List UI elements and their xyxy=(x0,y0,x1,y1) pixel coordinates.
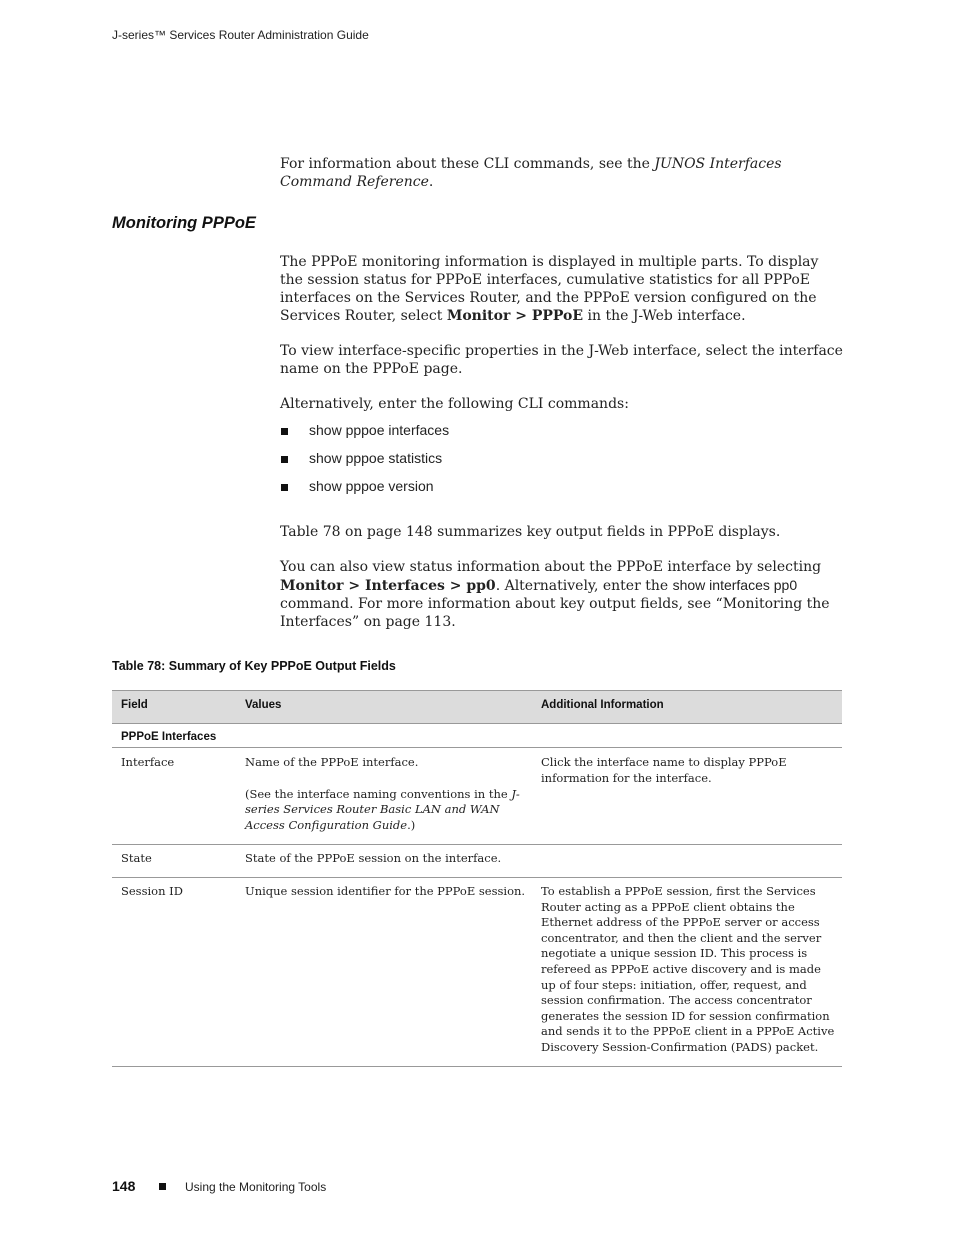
table-row xyxy=(112,748,842,845)
section-paragraph-5: You can also view status information about the PPPoE interface by selecting Monitor > Interfaces > pp0. Alternatively, enter the show interfaces pp0 command. For more information about key output fields, see “Monitoring the Interfaces” on page 113. xyxy=(280,559,830,630)
section-paragraph-2: To view interface-specific properties in the J-Web interface, select the interface name on the PPPoE page. xyxy=(280,343,843,377)
footer-square-icon xyxy=(159,1183,166,1190)
table-caption: Table 78: Summary of Key PPPoE Output Fields xyxy=(112,659,396,673)
field-cell: Interface xyxy=(121,755,175,769)
column-header-values: Values xyxy=(245,699,282,711)
running-header: J-series™ Services Router Administration Guide xyxy=(112,28,369,42)
column-header-field: Field xyxy=(121,699,148,711)
reference-link: JUNOS Interfaces Command Reference xyxy=(280,156,782,190)
page-number: 148 xyxy=(112,1178,136,1194)
values-cell: Name of the PPPoE interface. (See the interface naming conventions in the J-series Services Router Basic LAN and WAN Access Configuration Guide.) xyxy=(245,755,520,832)
section-title: Monitoring PPPoE xyxy=(112,214,256,232)
info-cell: Click the interface name to display PPPoE information for the interface. xyxy=(541,755,787,785)
section-paragraph-1: The PPPoE monitoring information is displayed in multiple parts. To display the session status for PPPoE interfaces, cumulative statistics for all PPPoE interfaces on the Services Router, and the PPPoE version configured on the Services Router, select Monitor > PPPoE in the J-Web interface. xyxy=(280,254,819,324)
field-cell: State xyxy=(121,851,152,865)
column-header-additional-info: Additional Information xyxy=(541,699,664,711)
menu-path: Monitor > PPPoE xyxy=(446,308,584,324)
table-group-header: PPPoE Interfaces xyxy=(112,724,842,748)
output-fields-table xyxy=(112,690,842,1067)
values-cell: Unique session identifier for the PPPoE session. xyxy=(245,884,526,898)
menu-path: Monitor > Interfaces > pp0 xyxy=(280,578,496,594)
bullet-square-icon xyxy=(281,456,288,463)
table-header-row xyxy=(112,690,842,724)
table-row xyxy=(112,845,842,878)
info-cell: To establish a PPPoE session, first the Services Router acting as a PPPoE client obtains the Ethernet address of the PPPoE server or access concentrator, and then the client and the server negotiate a unique session ID. This process is refereed as PPPoE active discovery and is made up of four steps: initiation, offer, request, and session confirmation. The access concentrator generates the session ID for session confirmation and sends it to the PPPoE client in a PPPoE Active Discovery Session-Confirmation (PADS) packet. xyxy=(541,884,835,1054)
section-paragraph-4: Table 78 on page 148 summarizes key output fields in PPPoE displays. xyxy=(280,524,781,540)
intro-paragraph: For information about these CLI commands, see the JUNOS Interfaces Command Reference. xyxy=(280,156,782,190)
values-cell: State of the PPPoE session on the interface. xyxy=(245,851,502,865)
bullet-square-icon xyxy=(281,484,288,491)
bullet-square-icon xyxy=(281,428,288,435)
chapter-title: Using the Monitoring Tools xyxy=(185,1180,327,1194)
table-row xyxy=(112,878,842,1067)
cli-command: show interfaces pp0 xyxy=(672,577,798,593)
field-cell: Session ID xyxy=(121,884,183,898)
section-paragraph-3: Alternatively, enter the following CLI commands: xyxy=(280,396,629,412)
